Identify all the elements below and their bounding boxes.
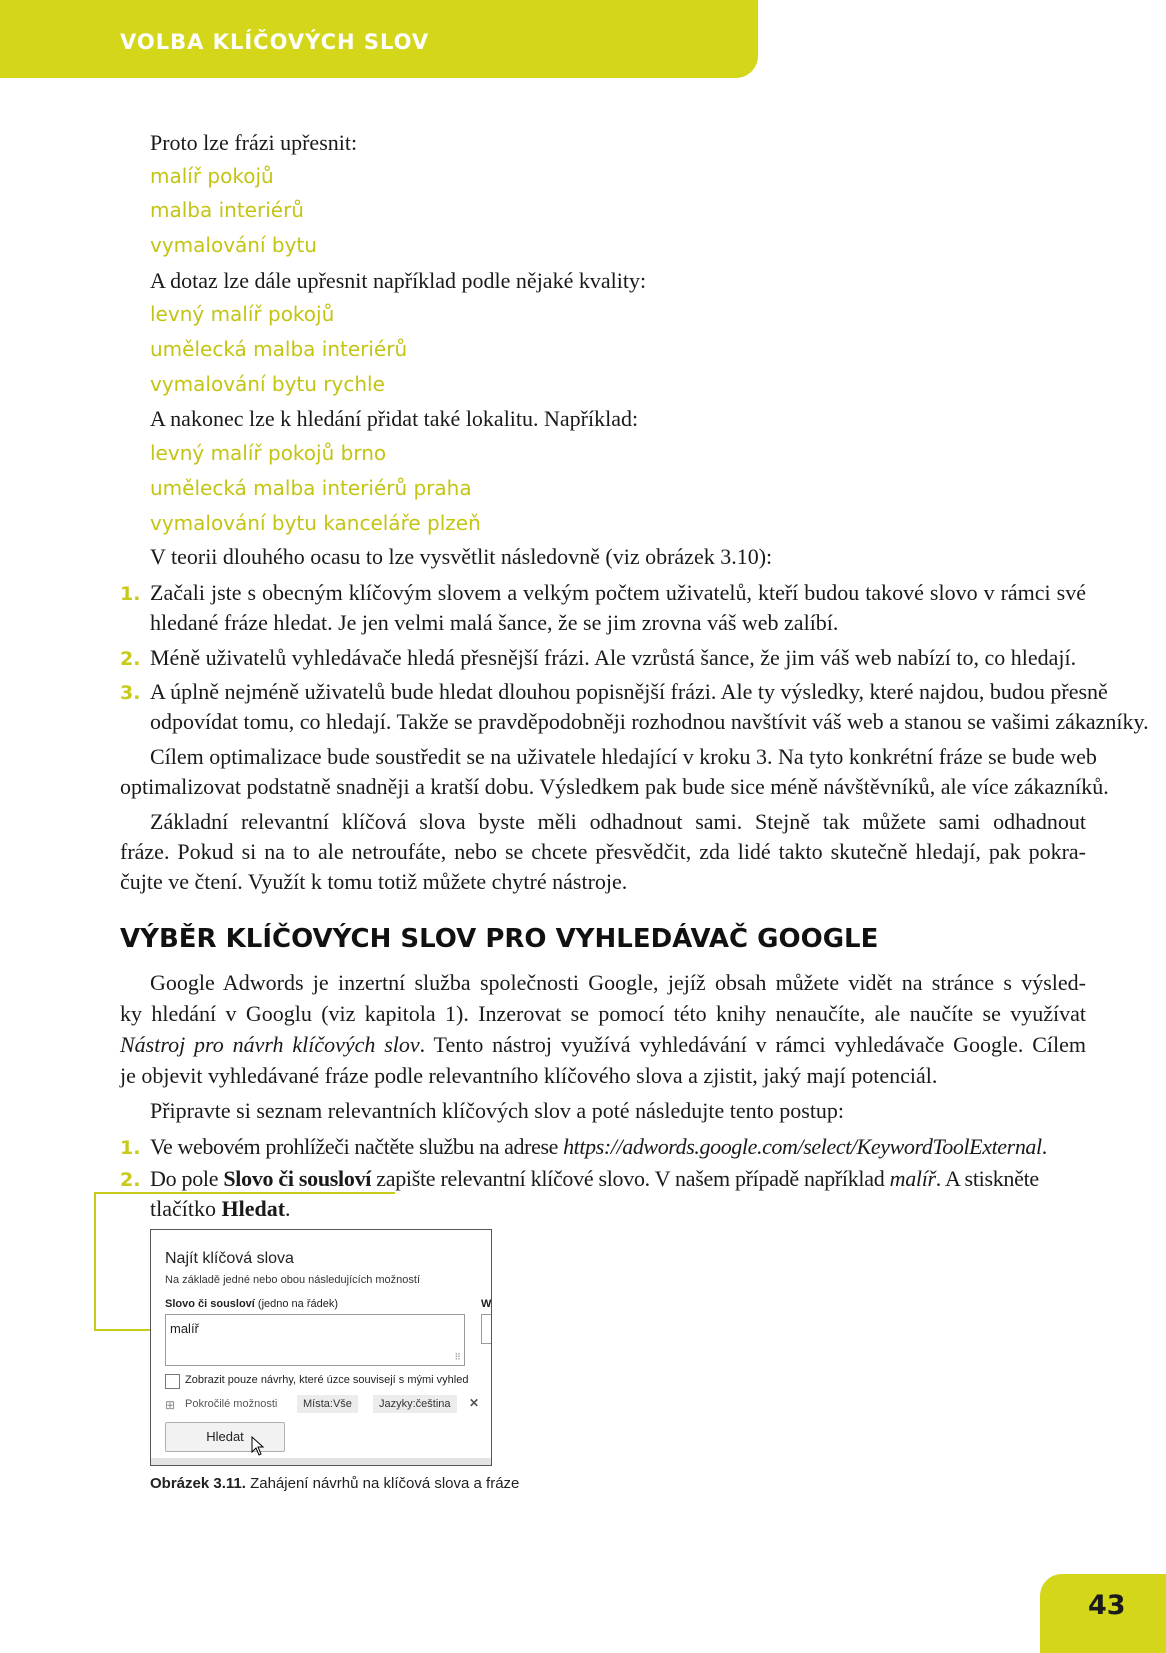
location-chip[interactable]: Místa:Vše — [297, 1395, 358, 1413]
field-label: Slovo či sousloví (jedno na řádek) — [165, 1298, 339, 1310]
filter-checkbox-label: Zobrazit pouze návrhy, které úzce souvisejí s mými vyhled — [185, 1374, 469, 1386]
keyword-example: malba interiérů — [150, 198, 304, 222]
close-icon[interactable]: ✕ — [469, 1396, 480, 1410]
list-number: 3. — [120, 682, 141, 704]
page-number: 43 — [1088, 1590, 1126, 1621]
intro-lead-3: A nakonec lze k hledání přidat také lokalitu. Například: — [150, 406, 639, 431]
list-item-line: Začali jste s obecným klíčovým slovem a velkým počtem uživatelů, kteří budou takové slovo v rámci své — [150, 580, 1086, 605]
search-button[interactable]: Hledat — [165, 1422, 285, 1452]
paragraph-line: je objevit vyhledávané fráze podle relevantního klíčového slova a zjistit, jaký mají potenciál. — [120, 1063, 938, 1088]
list-item-line: hledané fráze hledat. Je jen velmi malá šance, že se jim zrovna váš web zalíbí. — [150, 610, 839, 635]
resize-grip-icon[interactable]: ⠿ — [454, 1352, 461, 1362]
keyword-example: vymalování bytu rychle — [150, 372, 385, 396]
keyword-tool-screenshot — [150, 1229, 492, 1466]
list-item-line: tlačítko Hledat. — [150, 1196, 291, 1221]
filter-checkbox[interactable] — [165, 1374, 180, 1389]
mouse-cursor-icon — [251, 1436, 265, 1456]
paragraph-line: Základní relevantní klíčová slova byste měli odhadnout sami. Stejně tak můžete sami odhadnout — [150, 809, 1086, 834]
list-number: 1. — [120, 1137, 141, 1159]
keyword-example: umělecká malba interiérů — [150, 337, 408, 361]
list-item-line: Ve webovém prohlížeči načtěte službu na adrese https://adwords.google.com/select/KeywordToolExternal. — [150, 1134, 1047, 1159]
keyword-example: vymalování bytu — [150, 233, 317, 257]
paragraph-line: čujte ve čtení. Využít k tomu totiž můžete chytré nástroje. — [120, 869, 628, 894]
language-chip[interactable]: Jazyky:čeština — [373, 1395, 457, 1413]
section-heading: VÝBĚR KLÍČOVÝCH SLOV PRO VYHLEDÁVAČ GOOGLE — [120, 924, 879, 954]
tool-subtitle: Na základě jedné nebo obou následujících možností — [165, 1274, 421, 1286]
screenshot-cut-edge — [151, 1458, 491, 1465]
paragraph-line: optimalizovat podstatně snadněji a kratší dobu. Výsledkem pak bude sice méně návštěvníků, ale více zákazníků. — [120, 774, 1109, 799]
tool-name: Nástroj pro návrh klíčových slov — [120, 1032, 420, 1057]
side-field-label: W — [481, 1298, 492, 1310]
paragraph-line: Google Adwords je inzertní služba společnosti Google, jejíž obsah můžete vidět na stránce s výsled- — [150, 970, 1086, 995]
field-name-highlight: Slovo či sousloví — [223, 1166, 372, 1191]
keyword-input[interactable]: malíř ⠿ — [165, 1314, 465, 1366]
paragraph-line: fráze. Pokud si na to ale netroufáte, nebo se chcete přesvědčit, zda lidé takto skutečně hledají, pak pokra- — [120, 839, 1086, 864]
keyword-example: levný malíř pokojů brno — [150, 441, 387, 465]
keyword-example: umělecká malba interiérů praha — [150, 476, 472, 500]
paragraph-line: Cílem optimalizace bude soustředit se na uživatele hledající v kroku 3. Na tyto konkrétní fráze se bude web — [150, 744, 1097, 769]
list-number: 1. — [120, 583, 141, 605]
chapter-title: VOLBA KLÍČOVÝCH SLOV — [120, 30, 430, 54]
intro-lead-4: V teorii dlouhého ocasu to lze vysvětlit následovně (viz obrázek 3.10): — [150, 544, 773, 569]
intro-lead-2: A dotaz lze dále upřesnit například podle nějaké kvality: — [150, 268, 647, 293]
button-name-highlight: Hledat — [221, 1196, 286, 1221]
list-item-line: Méně uživatelů vyhledávače hledá přesnější frázi. Ale vzrůstá šance, že jim váš web nabízí to, co hledají. — [150, 645, 1077, 670]
adwords-url: https://adwords.google.com/select/KeywordToolExternal — [563, 1134, 1042, 1159]
advanced-options-link[interactable]: Pokročilé možnosti — [185, 1398, 278, 1410]
list-number: 2. — [120, 1169, 141, 1191]
keyword-example: vymalování bytu kanceláře plzeň — [150, 511, 481, 535]
expand-plus-icon[interactable]: ⊞ — [165, 1398, 176, 1412]
list-item-line: Do pole Slovo či sousloví zapište relevantní klíčové slovo. V našem případě například malíř. A stiskněte — [150, 1166, 1039, 1191]
keyword-example: malíř pokojů — [150, 164, 274, 188]
keyword-example: levný malíř pokojů — [150, 302, 335, 326]
paragraph-line: ky hledání v Googlu (viz kapitola 1). Inzerovat se pomocí této knihy nenaučíte, ale naučíte se využívat — [120, 1001, 1086, 1026]
list-item-line: A úplně nejméně uživatelů bude hledat dlouhou popisnější frázi. Ale ty výsledky, které najdou, budou přesně — [150, 679, 1108, 704]
figure-caption: Obrázek 3.11. Zahájení návrhů na klíčová slova a fráze — [150, 1475, 520, 1492]
tool-title: Najít klíčová slova — [165, 1250, 294, 1267]
intro-lead-1: Proto lze frázi upřesnit: — [150, 130, 358, 155]
side-field-input[interactable] — [481, 1314, 492, 1344]
list-item-line: odpovídat tomu, co hledají. Takže se pravděpodobněji rozhodnou navštívit váš web a stanou se vašimi zákazníky. — [150, 709, 1149, 734]
list-number: 2. — [120, 648, 141, 670]
paragraph-line: Nástroj pro návrh klíčových slov. Tento nástroj využívá vyhledávání v rámci vyhledávače Google. Cílem — [120, 1032, 1086, 1057]
paragraph-line: Připravte si seznam relevantních klíčových slov a poté následujte tento postup: — [150, 1098, 845, 1123]
